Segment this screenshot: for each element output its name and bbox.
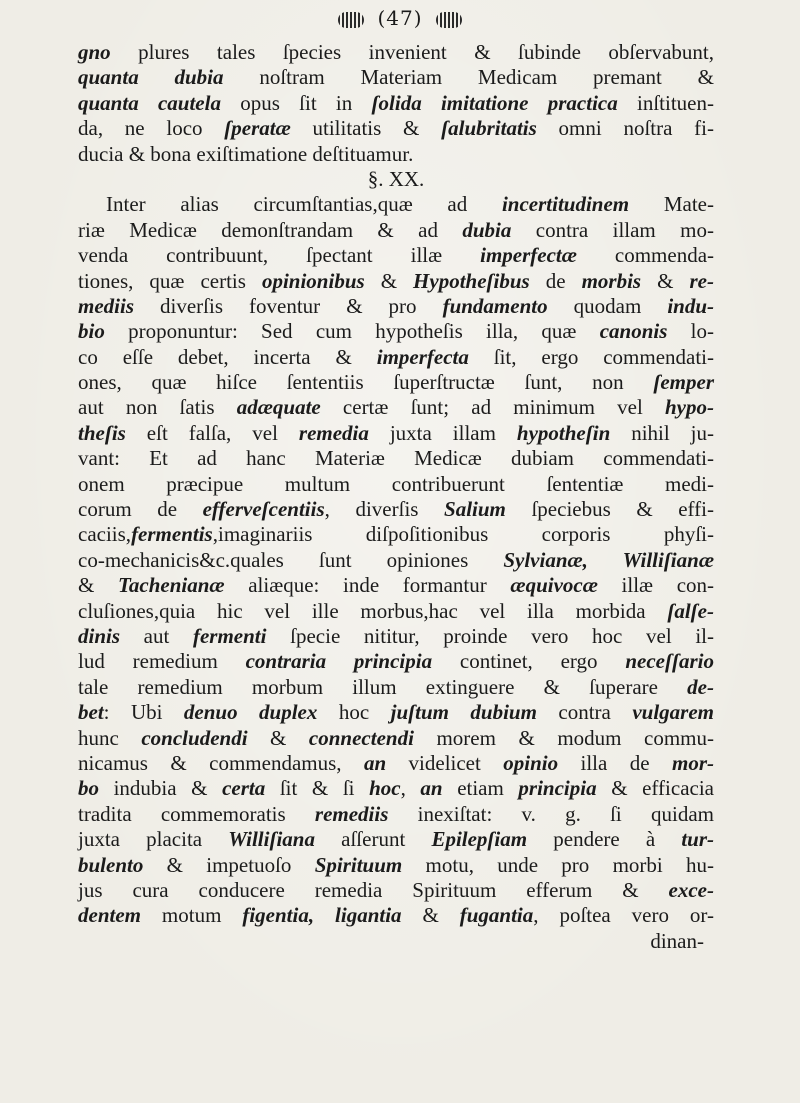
italic-segment: figentia, ligantia <box>242 903 402 928</box>
italic-segment: æquivocæ <box>510 573 598 598</box>
text-segment: ſpecie nititur, proinde vero hoc vel il- <box>266 623 714 648</box>
italic-segment: hypotheſin <box>516 420 611 445</box>
text-segment: de <box>529 268 582 293</box>
text-segment: proponuntur: Sed cum hypotheſis illa, quæ <box>104 319 600 344</box>
text-line <box>78 294 714 319</box>
italic-segment: tur- <box>681 827 715 852</box>
text-segment: opus ſit in <box>220 90 372 115</box>
text-segment: riæ Medicæ demonſtrandam & ad <box>78 217 463 242</box>
text-segment: corum de <box>78 497 203 522</box>
text-segment: ſit & ſi <box>265 776 370 801</box>
text-segment: lo- <box>667 319 714 344</box>
text-line <box>78 726 714 751</box>
text-segment: continet, ergo <box>432 649 626 674</box>
text-segment: contra <box>536 700 633 725</box>
text-segment: : Ubi <box>103 700 184 725</box>
text-segment: & <box>247 725 309 750</box>
italic-segment: exce- <box>668 877 714 902</box>
italic-segment: remediis <box>314 801 389 826</box>
text-line <box>78 243 714 268</box>
italic-segment: fermenti <box>192 623 267 648</box>
text-segment: Inter alias circumſtantias,quæ ad <box>106 192 502 217</box>
text-segment: hunc <box>78 725 142 750</box>
italic-segment: ſalſe- <box>667 598 714 623</box>
text-segment: nihil ju- <box>610 420 714 445</box>
italic-segment: opinio <box>503 750 559 775</box>
italic-segment: opinionibus <box>261 268 365 293</box>
text-line <box>78 522 714 547</box>
text-segment: ,imaginariis diſpoſitionibus corporis phyſi- <box>212 522 714 547</box>
italic-segment: quanta cautela <box>78 90 221 115</box>
left-ornament-icon <box>338 12 364 28</box>
italic-segment: Williſiana <box>228 827 315 852</box>
italic-segment: Sylvianæ, Williſianæ <box>503 547 714 572</box>
text-line <box>78 421 714 446</box>
italic-segment: fundamento <box>442 293 548 318</box>
italic-segment: de- <box>687 674 714 699</box>
text-line <box>78 573 714 598</box>
text-segment: dinan- <box>650 928 704 953</box>
text-segment: Mate- <box>629 192 714 217</box>
text-line <box>78 675 714 700</box>
italic-segment: contraria principia <box>245 649 433 674</box>
text-segment: ones, quæ hiſce ſententiis ſuperſtructæ ſunt, non <box>78 370 654 395</box>
text-segment: juxta illam <box>368 420 517 445</box>
italic-segment: indu- <box>667 293 714 318</box>
italic-segment: mediis <box>78 293 134 318</box>
text-segment: co eſſe debet, incerta & <box>78 344 377 369</box>
page-header <box>0 6 800 30</box>
text-segment: aſſerunt <box>315 827 432 852</box>
text-line <box>78 776 714 801</box>
italic-segment: adæquate <box>236 395 321 420</box>
text-line <box>78 853 714 878</box>
italic-segment: fermentis <box>131 522 213 547</box>
text-segment: ſit, ergo commendati- <box>468 344 714 369</box>
text-line <box>78 446 714 471</box>
italic-segment: morbis <box>581 268 642 293</box>
text-segment: caciis, <box>78 522 132 547</box>
italic-segment: concludendi <box>141 725 248 750</box>
page-number: (47) <box>377 6 423 30</box>
text-segment: aut <box>120 623 193 648</box>
italic-segment: Salium <box>444 497 506 522</box>
italic-segment: neceſſario <box>625 649 714 674</box>
text-segment: vant: Et ad hanc Materiæ Medicæ dubiam commendati- <box>78 446 714 471</box>
italic-segment: ſemper <box>653 370 714 395</box>
right-ornament-icon <box>436 12 462 28</box>
text-segment: tale remedium morbum illum extinguere & ſuperare <box>78 674 688 699</box>
italic-segment: bo <box>78 776 99 801</box>
text-segment: & <box>641 268 690 293</box>
text-segment: , <box>400 776 421 801</box>
italic-segment: gno <box>78 40 111 64</box>
italic-segment: denuo duplex <box>183 700 318 725</box>
italic-segment: efferveſcentiis <box>202 497 325 522</box>
italic-segment: remedia <box>298 420 369 445</box>
text-segment: ſpeciebus & effi- <box>505 497 714 522</box>
text-line <box>78 269 714 294</box>
text-line <box>78 497 714 522</box>
text-segment: & impetuoſo <box>143 852 315 877</box>
text-line <box>78 624 714 649</box>
text-segment: contra illam mo- <box>511 217 714 242</box>
text-segment: & efficacia <box>596 776 714 801</box>
text-segment: & <box>401 903 460 928</box>
text-segment: illæ con- <box>597 573 715 598</box>
text-segment: , diverſis <box>324 497 445 522</box>
text-line <box>78 472 714 497</box>
text-segment: cluſiones,quia hic vel ille morbus,hac vel illa morbida <box>78 598 668 623</box>
text-line <box>78 548 714 573</box>
text-segment: videlicet <box>386 750 504 775</box>
text-segment: etiam <box>442 776 519 801</box>
text-line <box>78 345 714 370</box>
italic-segment: hoc <box>369 776 401 801</box>
italic-segment: certa <box>222 776 266 801</box>
italic-segment: ſperatæ <box>224 116 291 141</box>
text-line <box>78 700 714 725</box>
italic-segment: dubia <box>462 217 512 242</box>
text-segment: omni noſtra fi- <box>536 116 714 141</box>
italic-segment: dinis <box>78 623 121 648</box>
text-segment: , poſtea vero or- <box>533 903 714 928</box>
text-segment: da, ne loco <box>78 116 225 141</box>
text-segment: motu, unde pro morbi hu- <box>402 852 715 877</box>
text-line <box>78 929 714 954</box>
text-segment: diverſis foventur & pro <box>134 293 443 318</box>
italic-segment: bet <box>78 700 104 725</box>
italic-segment: canonis <box>599 319 668 344</box>
italic-segment: ſolida imitatione practica <box>371 90 618 115</box>
text-line <box>78 142 714 167</box>
text-segment: juxta placita <box>78 827 229 852</box>
text-segment: inſtituen- <box>617 90 714 115</box>
italic-segment: bulento <box>78 852 144 877</box>
italic-segment: an <box>363 750 387 775</box>
text-segment: tiones, quæ certis <box>78 268 262 293</box>
text-segment: pendere à <box>527 827 682 852</box>
text-line <box>78 370 714 395</box>
text-segment: eſt falſa, vel <box>125 420 299 445</box>
text-line <box>78 878 714 903</box>
text-segment: plures tales ſpecies invenient & ſubinde obſervabunt, <box>110 40 714 64</box>
text-segment: §. XX. <box>367 166 425 191</box>
text-segment: utilitatis & <box>290 116 442 141</box>
text-line <box>78 395 714 420</box>
text-line <box>78 827 714 852</box>
italic-segment: an <box>420 776 443 801</box>
italic-segment: hypo- <box>665 395 714 420</box>
text-line <box>78 751 714 776</box>
text-line <box>78 319 714 344</box>
text-segment: venda contribuunt, ſpectant illæ <box>78 243 481 268</box>
text-line <box>78 65 714 90</box>
text-segment: illa de <box>558 750 672 775</box>
text-segment: ducia & bona exiſtimatione deſtituamur. <box>78 141 414 166</box>
body-text <box>78 40 714 954</box>
italic-segment: imperfecta <box>376 344 469 369</box>
italic-segment: ſalubritatis <box>441 116 537 141</box>
text-segment: certæ ſunt; ad minimum vel <box>320 395 665 420</box>
text-line <box>78 802 714 827</box>
italic-segment: Hypotheſibus <box>413 268 530 293</box>
text-line <box>78 116 714 141</box>
text-segment: & <box>78 573 118 598</box>
text-segment: motum <box>141 903 243 928</box>
text-segment: co-mechanicis&c.quales ſunt opiniones <box>78 547 504 572</box>
italic-segment: Spirituum <box>314 852 403 877</box>
italic-segment: theſis <box>78 420 126 445</box>
text-segment: commenda- <box>576 243 715 268</box>
text-segment: & <box>364 268 414 293</box>
text-segment: indubia & <box>99 776 223 801</box>
text-segment: aliæque: inde formantur <box>224 573 511 598</box>
text-segment: quodam <box>547 293 668 318</box>
text-segment: tradita commemoratis <box>78 801 315 826</box>
italic-segment: mor- <box>671 750 714 775</box>
text-line <box>78 192 714 217</box>
italic-segment: quanta dubia <box>78 65 224 90</box>
text-line <box>78 218 714 243</box>
italic-segment: juſtum dubium <box>390 700 537 725</box>
text-line <box>78 40 714 65</box>
text-line <box>78 91 714 116</box>
italic-segment: dentem <box>78 903 141 928</box>
text-line <box>78 167 714 192</box>
italic-segment: fugantia <box>459 903 534 928</box>
italic-segment: bio <box>78 319 105 344</box>
text-segment: jus cura conducere remedia Spirituum efferum & <box>78 877 669 902</box>
text-segment: aut non ſatis <box>78 395 237 420</box>
text-segment: onem præcipue multum contribuerunt ſententiæ medi- <box>78 471 714 496</box>
text-segment: lud remedium <box>78 649 246 674</box>
text-line <box>78 903 714 928</box>
italic-segment: Epilepſiam <box>431 827 528 852</box>
text-segment: inexiſtat: v. g. ſi quidam <box>388 801 714 826</box>
italic-segment: principia <box>518 776 597 801</box>
italic-segment: imperfectæ <box>480 243 577 268</box>
text-segment: morem & modum commu- <box>413 725 714 750</box>
text-segment: hoc <box>317 700 391 725</box>
text-segment: noſtram Materiam Medicam premant & <box>223 65 714 90</box>
italic-segment: re- <box>689 268 714 293</box>
italic-segment: incertitudinem <box>501 192 630 217</box>
italic-segment: vulgarem <box>632 700 714 725</box>
text-line <box>78 649 714 674</box>
text-line <box>78 599 714 624</box>
italic-segment: connectendi <box>308 725 414 750</box>
text-segment: nicamus & commendamus, <box>78 750 364 775</box>
italic-segment: Tachenianæ <box>117 573 225 598</box>
